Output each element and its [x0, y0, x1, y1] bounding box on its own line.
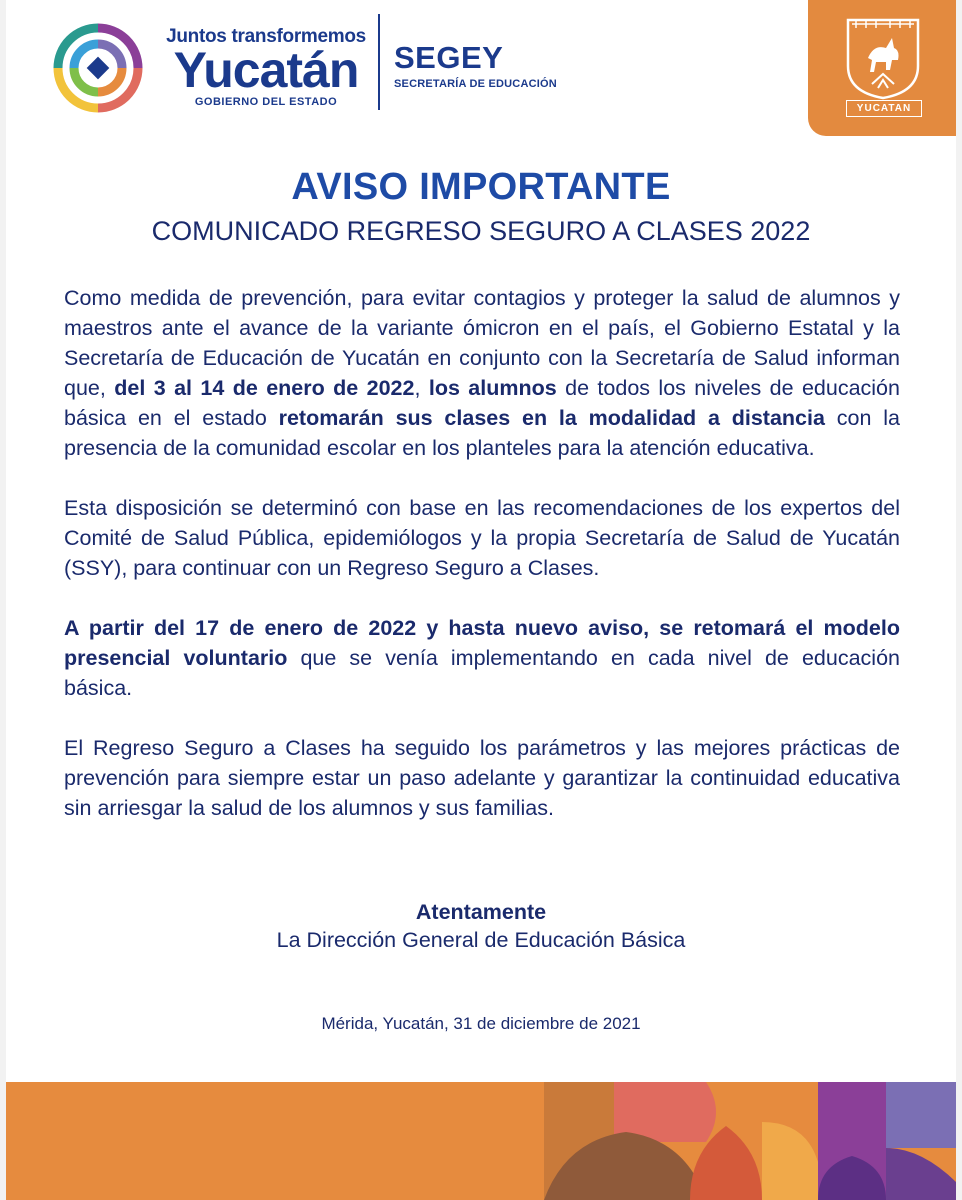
paragraph-3 [64, 613, 900, 703]
notice-body [64, 283, 900, 853]
paragraph-text: de todos los niveles de educación básica en el estado [64, 376, 900, 430]
paragraph-2: Esta disposición se determinó con base en las recomendaciones de los expertos del Comité de Salud Pública, epidemiólogos y la propia Secretaría de Salud de Yucatán (SSY), para continuar con un Regreso Seguro a Clases. [64, 496, 900, 580]
yucatan-logo-text [156, 26, 376, 108]
footer-decoration [6, 1082, 956, 1200]
paragraph-bold: del 3 al 14 de enero de 2022 [114, 376, 415, 400]
paragraph-bold: A partir del 17 de enero de 2022 y hasta nuevo aviso, se retomará el modelo presencial voluntario [64, 616, 900, 670]
paragraph-bold: retomarán sus clases en la modalidad a distancia [278, 406, 825, 430]
place-date: Mérida, Yucatán, 31 de diciembre de 2021 [321, 1014, 641, 1033]
notice-subtitle: COMUNICADO REGRESO SEGURO A CLASES 2022 [151, 216, 811, 246]
logo-tagline: Juntos transformemos [166, 26, 366, 47]
paragraph-1 [64, 283, 900, 463]
header-divider [378, 14, 380, 110]
segey-logo [394, 42, 557, 90]
crest-panel [808, 0, 956, 136]
segey-subtitle: SECRETARÍA DE EDUCACIÓN [394, 78, 557, 90]
paragraph-bold: los alumnos [428, 376, 557, 400]
closing-block [6, 898, 956, 954]
paragraph-4: El Regreso Seguro a Clases ha seguido los parámetros y las mejores prácticas de prevención para siempre estar un paso adelante y garantizar la continuidad educativa sin arriesgar la salud de los alumnos y sus familias. [64, 736, 900, 820]
paragraph-text: Como medida de prevención, para evitar contagios y proteger la salud de alumnos y maestros ante el avance de la variante ómicron en el país, el Gobierno Estatal y la Secretaría de Educación de Yucatán en conjunto con la Secretaría de Salud informan que, [64, 286, 900, 400]
logo-name: Yucatán [173, 42, 359, 98]
crest-label: YUCATAN [846, 100, 922, 117]
logo-government: GOBIERNO DEL ESTADO [194, 96, 338, 108]
closing-greeting: Atentamente [415, 900, 547, 924]
footer-shape [762, 1122, 818, 1200]
footer-shape [886, 1082, 956, 1148]
yucatan-logo-mark-icon [50, 20, 146, 116]
segey-name: SEGEY [394, 40, 504, 75]
notice-title: AVISO IMPORTANTE [291, 166, 671, 208]
paragraph-text: que se venía implementando en cada nivel de educación básica. [64, 646, 900, 700]
closing-signer: La Dirección General de Educación Básica [276, 928, 686, 952]
paragraph-text: con la presencia de la comunidad escolar en los planteles para la atención educativa. [64, 406, 900, 460]
footer-shape [886, 1148, 956, 1200]
paragraph-text: , [414, 376, 429, 400]
document-page [6, 0, 956, 1200]
